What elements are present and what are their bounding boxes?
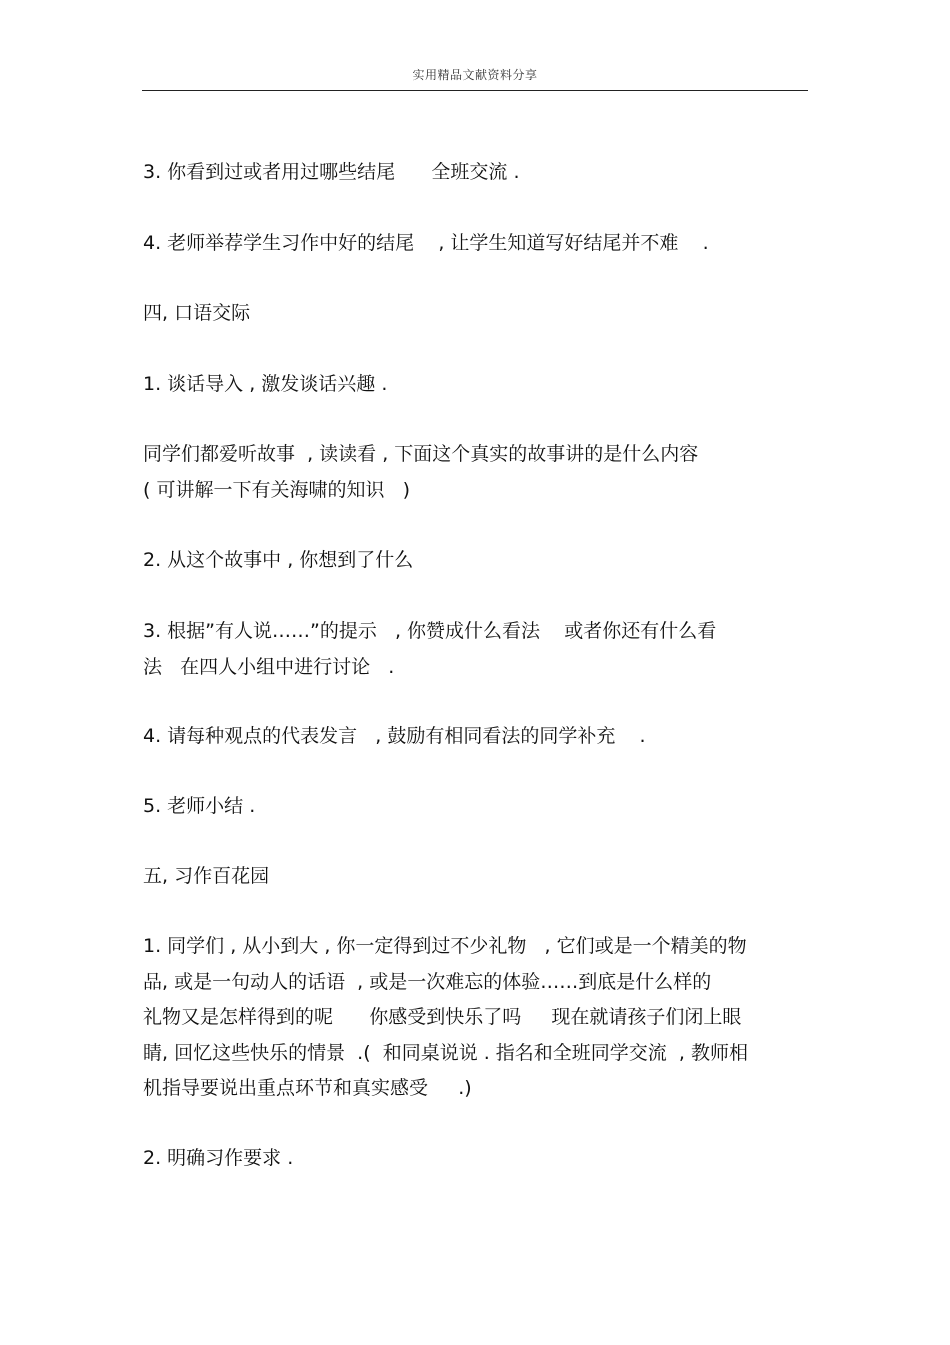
section-heading: 四, 口语交际 <box>143 302 251 324</box>
header-divider <box>142 90 808 91</box>
text-line: 2. 从这个故事中 , 你想到了什么 <box>143 549 414 571</box>
text-line: 3. 根据”有人说……”的提示 , 你赞成什么看法 或者你还有什么看 <box>143 620 717 642</box>
text-line: 4. 老师举荐学生习作中好的结尾 , 让学生知道写好结尾并不难 . <box>143 232 709 254</box>
text-line: ( 可讲解一下有关海啸的知识 ) <box>143 479 410 501</box>
text-line: 4. 请每种观点的代表发言 , 鼓励有相同看法的同学补充 . <box>143 725 646 747</box>
text-line: 5. 老师小结 . <box>143 795 256 817</box>
section-heading: 五, 习作百花园 <box>143 865 270 887</box>
text-line: 3. 你看到过或者用过哪些结尾 全班交流 . <box>143 161 520 183</box>
text-line: 法 在四人小组中进行讨论 . <box>143 656 395 678</box>
text-line: 2. 明确习作要求 . <box>143 1147 294 1169</box>
text-line: 机指导要说出重点环节和真实感受 .) <box>143 1077 472 1099</box>
text-line: 1. 同学们 , 从小到大 , 你一定得到过不少礼物 , 它们或是一个精美的物 <box>143 935 747 957</box>
text-line: 睛, 回忆这些快乐的情景 .( 和同桌说说 . 指名和全班同学交流 , 教师相 <box>143 1042 748 1064</box>
text-line: 礼物又是怎样得到的呢 你感受到快乐了吗 现在就请孩子们闭上眼 <box>143 1006 742 1028</box>
page-header: 实用精品文献资料分享 <box>412 68 538 82</box>
text-line: 1. 谈话导入 , 激发谈话兴趣 . <box>143 373 388 395</box>
text-line: 品, 或是一句动人的话语 , 或是一次难忘的体验……到底是什么样的 <box>143 971 712 993</box>
text-line: 同学们都爱听故事 , 读读看 , 下面这个真实的故事讲的是什么内容 <box>143 443 699 465</box>
